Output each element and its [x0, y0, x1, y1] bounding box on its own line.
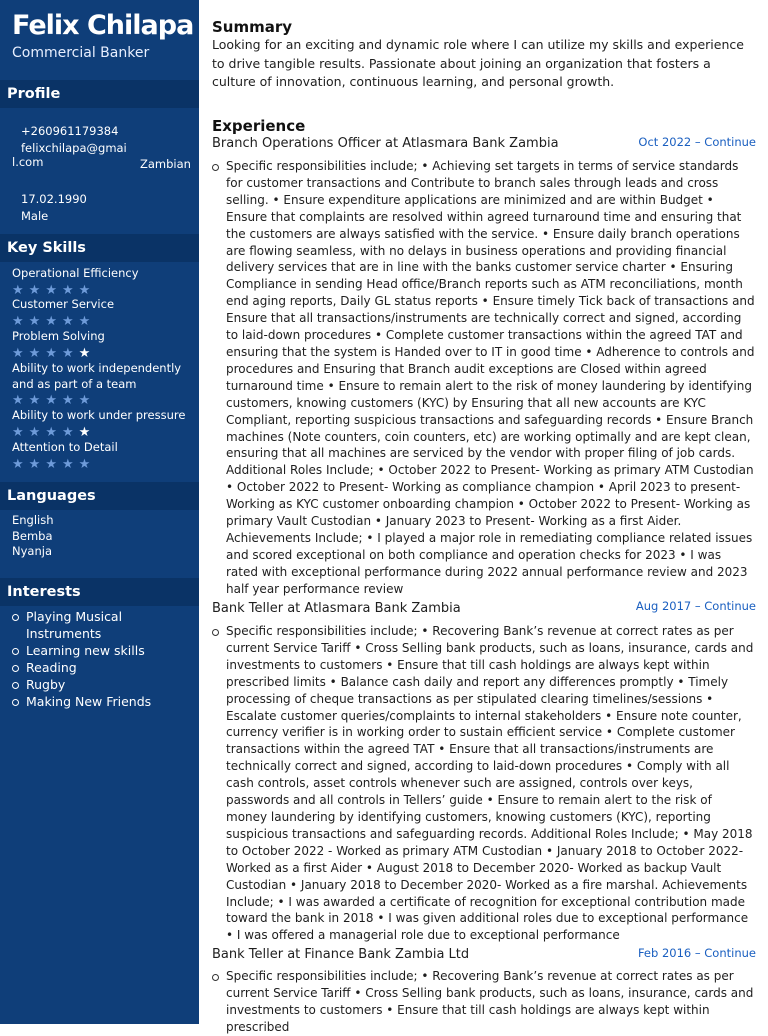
email-line-2: l.com: [12, 155, 44, 169]
interest-item: Rugby: [12, 676, 199, 693]
job-description: Specific responsibilities include; • Recovering Bank’s revenue at correct rates as per current Service Tariff • Cross Selling bank products, such as loans, insurance, cards and investments to customers • Ensure that till cash holdings are always kept within prescribed: [226, 969, 754, 1034]
languages-list: [12, 513, 54, 560]
bullet-icon: [212, 164, 219, 171]
interest-item: Playing Musical Instruments: [12, 608, 199, 642]
skill-rating: [12, 457, 197, 472]
job-description: Specific responsibilities include; • Recovering Bank’s revenue at correct rates as per current Service Tariff • Cross Selling bank products, such as loans, insurance, cards and investments to customers • Ensure that till cash holdings are always kept within prescribed limits • Balance cash daily and report any differences promptly • Timely processing of cheque transactions as per stipulated clearing timelines/sessions • Escalate customer queries/complaints to internal stakeholders • Ensure note counter, currency verifier is in working order to sustain efficient service • Complete customer transactions within the agreed TAT • Ensure that all transactions/instruments are technically correct and signed, according to laid-down procedures • Comply with all cash controls, asset controls whenever such are assigned, controls over keys, passwords and all controls in Tellers’ guide • Ensure to remain alert to the risk of money laundering by identifying customers, knowing customers (KYC), reporting suspicious transactions and safeguarding records. Additional Roles Include; • May 2018 to October 2022 - Worked as primary ATM Custodian • January 2018 to October 2022- Worked as a first Aider • August 2018 to December 2020- Worked as backup Vault Custodian • January 2018 to December 2020- Worked as a fire marshal. Achievements Include; • I was awarded a certificate of recognition for exceptional contribution made toward the bank in 2018 • I was given additional roles due to exceptional performance • I was offered a managerial role due to exceptional performance: [226, 624, 754, 943]
skill-rating: [12, 425, 197, 440]
nationality: Zambian: [140, 157, 191, 171]
star-icon: ★: [61, 424, 79, 440]
star-icon: ★: [61, 456, 79, 472]
star-icon: ★: [28, 424, 46, 440]
star-icon: ★: [78, 456, 96, 472]
interest-item: Reading: [12, 659, 199, 676]
job-title: Bank Teller at Atlasmara Bank Zambia: [212, 601, 461, 616]
gender: Male: [21, 209, 49, 223]
skill-name: Ability to work independently and as part of a team: [12, 361, 182, 391]
star-icon: ★: [78, 424, 96, 440]
job-description: Specific responsibilities include; • Achieving set targets in terms of service standards for customer transactions and Contribute to branch sales through leads and cross selling. • Ensure expenditure applications are minimized and are within Budget • Ensure that complaints are resolved within agreed turnaround time and ensuring that the customers are always satisfied with the service. • Ensure daily branch operations are flowing seamless, with no delays in business operations and providing financial delivery services that are in line with the banks customer service charter • Ensuring Compliance in sending Head office/Branch reports such as ATM reconciliations, month end aging reports, Daily GL status reports • Ensure timely Tick back of transactions and Ensure that all transactions/instruments are technically correct and signed, according to laid-down procedures • Complete customer transactions within the agreed TAT and ensuring that the system is Handed over to IT in good time • Adherence to controls and procedures and Ensuring that Branch audit exceptions are Closed within agreed turnaround time • Ensure to remain alert to the risk of money laundering by identifying customers, knowing customers (KYC) by Ensuring that all new accounts are KYC Compliant, reporting suspicious transactions and safeguarding records • Ensure Branch machines (Note counters, coin counters, etc) are working optimally and are kept clean, ensuring that all machines are serviced by the vendor with proper filing of job cards. Additional Roles Include; • October 2022 to Present- Working as primary ATM Custodian • October 2022 to Present- Working as compliance champion • April 2023 to present- Working as KYC customer onboarding champion • October 2022 to Present- Working as primary Vault Custodian • January 2023 to Present- Working as a first Aider. Achievements Include; • I played a major role in remediating compliance related issues and scored exceptional on both compliance and operation checks for 2023 • I was rated with exceptional performance during 2022 annual performance review and 2023 half year performance review: [226, 159, 755, 596]
star-icon: ★: [61, 393, 79, 408]
skill-item: [12, 329, 197, 361]
star-icon: ★: [45, 456, 62, 472]
star-icon: ★: [45, 313, 62, 329]
skill-item: [12, 361, 197, 408]
candidate-name: Felix Chilapa: [12, 10, 194, 41]
interest-item: Learning new skills: [12, 642, 199, 659]
star-icon: ★: [12, 345, 29, 361]
bullet-icon: [212, 974, 219, 981]
star-icon: ★: [12, 313, 29, 329]
interest-item: Making New Friends: [12, 693, 199, 710]
skill-name: Attention to Detail: [12, 440, 118, 454]
star-icon: ★: [78, 393, 96, 408]
job-date: Aug 2017 – Continue: [635, 599, 756, 613]
star-icon: ★: [28, 456, 46, 472]
star-icon: ★: [61, 282, 79, 298]
language-item: Nyanja: [12, 544, 52, 558]
skill-rating: [12, 283, 197, 298]
star-icon: ★: [78, 345, 96, 361]
candidate-title: Commercial Banker: [12, 45, 150, 61]
profile-heading: Profile: [0, 80, 199, 108]
sidebar: [0, 0, 199, 1024]
star-icon: ★: [45, 424, 62, 440]
skill-item: [12, 297, 197, 329]
key-skills-heading: Key Skills: [0, 234, 199, 262]
job-title: Branch Operations Officer at Atlasmara Bank Zambia: [212, 136, 559, 151]
job-title: Bank Teller at Finance Bank Zambia Ltd: [212, 947, 470, 962]
skill-rating: [12, 393, 197, 408]
star-icon: ★: [12, 424, 29, 440]
skill-name: Problem Solving: [12, 329, 105, 343]
skill-rating: [12, 346, 197, 361]
skill-name: Operational Efficiency: [12, 266, 139, 280]
language-item: Bemba: [12, 528, 53, 543]
star-icon: ★: [12, 393, 29, 408]
star-icon: ★: [12, 282, 29, 298]
job-date: Feb 2016 – Continue: [637, 946, 756, 960]
star-icon: ★: [28, 345, 46, 361]
star-icon: ★: [28, 393, 46, 408]
language-item: English: [12, 513, 54, 527]
star-icon: ★: [78, 313, 96, 329]
birth-date: 17.02.1990: [21, 192, 87, 206]
languages-heading: Languages: [0, 482, 199, 510]
skill-item: [12, 266, 197, 298]
bullet-icon: [212, 629, 219, 636]
skill-rating: [12, 314, 197, 329]
skill-item: [12, 440, 197, 472]
star-icon: ★: [45, 345, 62, 361]
interests-list: [12, 608, 199, 710]
summary-text: Looking for an exciting and dynamic role where I can utilize my skills and experience to drive tangible results. Passionate about joining an organization that fosters a culture of innovation, continuous learning, and personal growth.: [212, 37, 744, 89]
star-icon: ★: [61, 313, 79, 329]
star-icon: ★: [12, 456, 29, 472]
skill-item: [12, 408, 197, 440]
star-icon: ★: [28, 282, 46, 298]
star-icon: ★: [28, 313, 46, 329]
phone-number: +260961179384: [21, 124, 119, 138]
star-icon: ★: [61, 345, 79, 361]
interests-heading: Interests: [0, 578, 199, 606]
star-icon: ★: [45, 393, 62, 408]
job-date: Oct 2022 – Continue: [638, 135, 756, 149]
experience-heading: Experience: [212, 117, 306, 135]
email-line-1: felixchilapa@gmai: [21, 141, 127, 155]
star-icon: ★: [78, 282, 96, 298]
skill-name: Ability to work under pressure: [12, 408, 186, 422]
summary-heading: Summary: [212, 18, 293, 36]
skill-name: Customer Service: [12, 297, 115, 311]
star-icon: ★: [45, 282, 62, 298]
